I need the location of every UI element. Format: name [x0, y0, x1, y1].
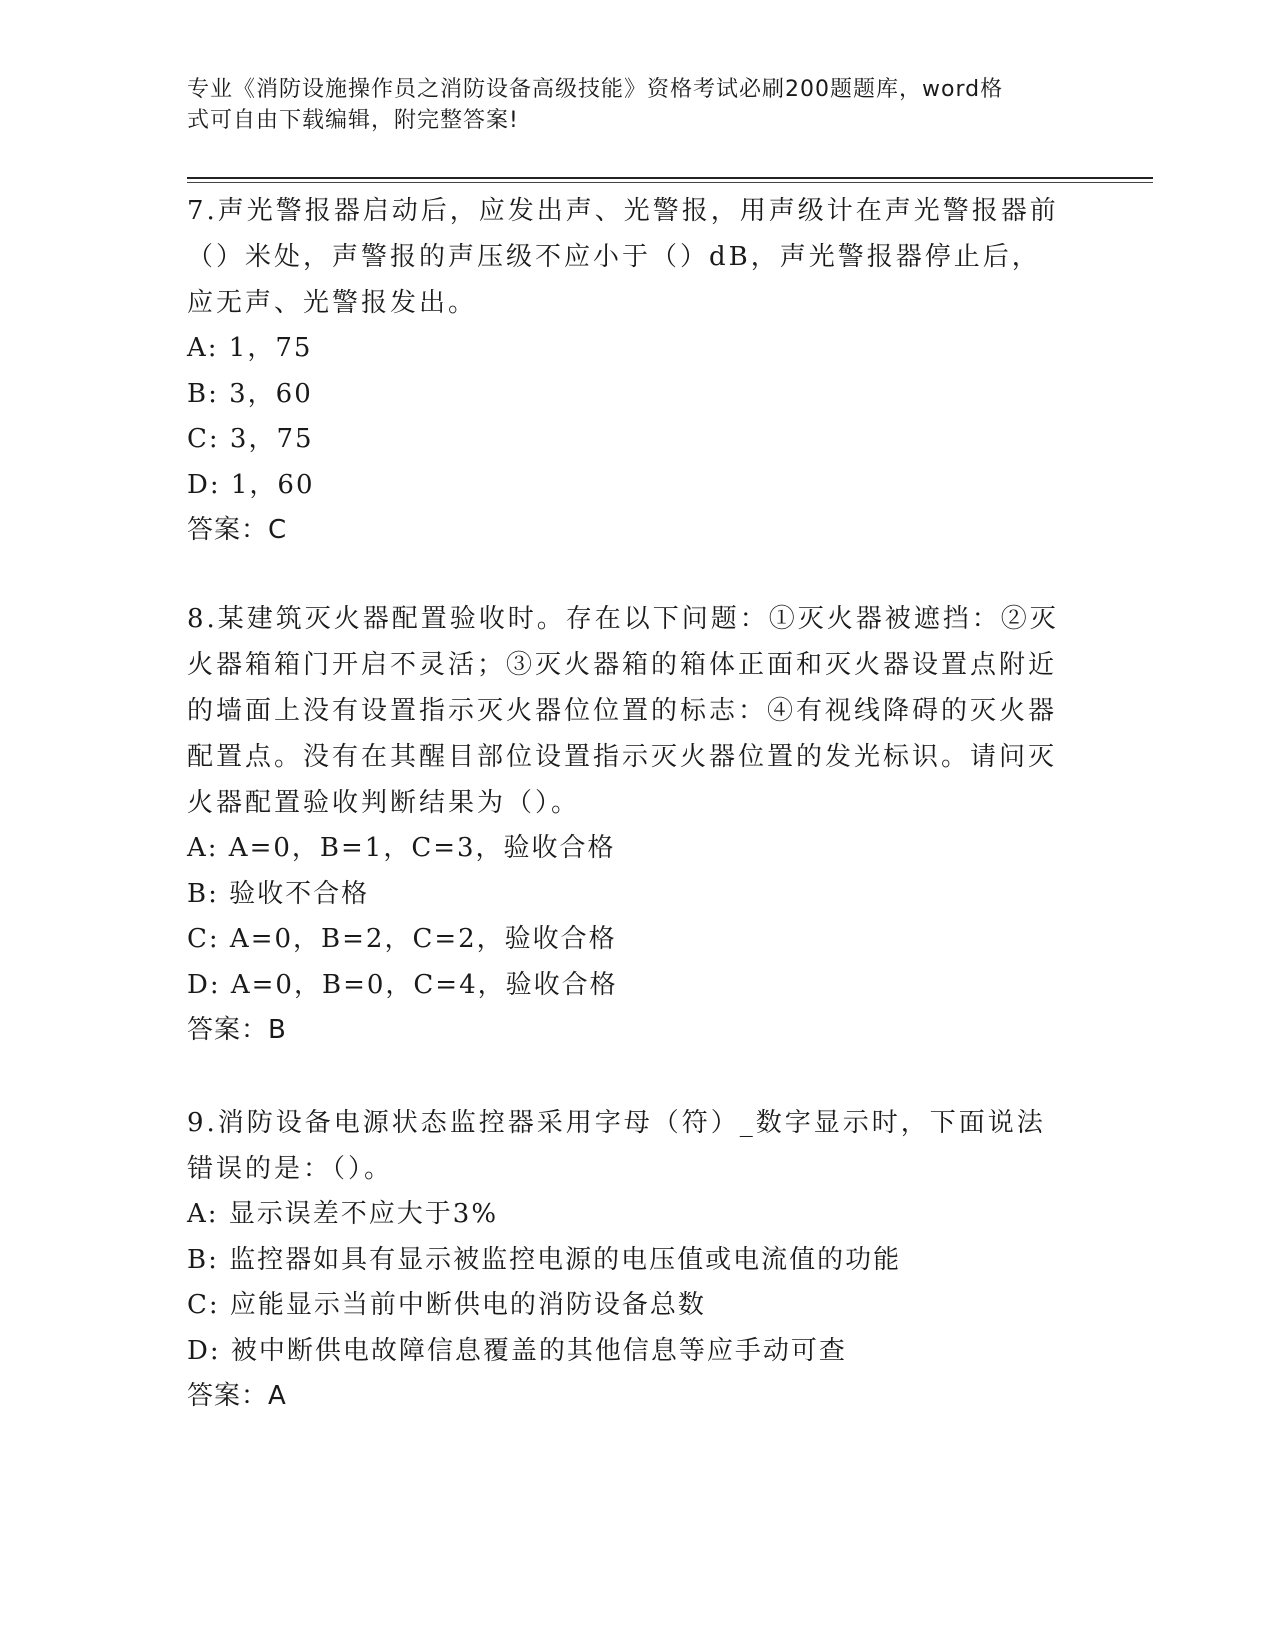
option-c: C: A=0，B=2，C=2，验收合格: [187, 924, 617, 954]
header-divider-thick: [187, 177, 1153, 179]
question-9: [187, 1100, 1067, 1419]
header-line-2: 式可自由下载编辑，附完整答案!: [187, 108, 519, 133]
question-7: [187, 188, 1067, 553]
option-b: B: 验收不合格: [187, 878, 370, 909]
question-stem: 9.消防设备电源状态监控器采用字母（符）_数字显示时，下面说法错误的是：（）。: [187, 1108, 1046, 1184]
option-d: D: 1，60: [187, 469, 315, 500]
header-line-1: 专业《消防设施操作员之消防设备高级技能》资格考试必刷200题题库，word格: [187, 77, 1004, 102]
document-header: [187, 74, 1067, 136]
option-d: D: 被中断供电故障信息覆盖的其他信息等应手动可查: [187, 1335, 847, 1366]
answer-line: 答案：A: [187, 1381, 287, 1411]
option-a: A: 显示误差不应大于3%: [187, 1199, 499, 1229]
question-8: [187, 596, 1067, 1053]
answer-line: 答案：B: [187, 1015, 287, 1045]
option-a: A: A=0，B=1，C=3，验收合格: [187, 833, 616, 863]
header-divider-thin: [187, 182, 1153, 183]
option-c: C: 应能显示当前中断供电的消防设备总数: [187, 1290, 706, 1320]
option-d: D: A=0，B=0，C=4，验收合格: [187, 969, 618, 1000]
option-a: A: 1，75: [187, 333, 313, 363]
option-b: B: 3，60: [187, 378, 313, 409]
option-b: B: 监控器如具有显示被监控电源的电压值或电流值的功能: [187, 1244, 902, 1275]
option-c: C: 3，75: [187, 424, 314, 454]
answer-line: 答案：C: [187, 515, 288, 545]
question-stem: 7.声光警报器启动后，应发出声、光警报，用声级计在声光警报器前（）米处，声警报的声压级不应小于（）dB，声光警报器停止后，应无声、光警报发出。: [187, 196, 1059, 318]
question-stem: 8.某建筑灭火器配置验收时。存在以下问题：①灭火器被遮挡：②灭火器箱箱门开启不灵活；③灭火器箱的箱体正面和灭火器设置点附近的墙面上没有设置指示灭火器位位置的标志：④有视线降碍的灭火器配置点。没有在其醒目部位设置指示灭火器位置的发光标识。请问灭火器配置验收判断结果为（）。: [187, 604, 1059, 818]
